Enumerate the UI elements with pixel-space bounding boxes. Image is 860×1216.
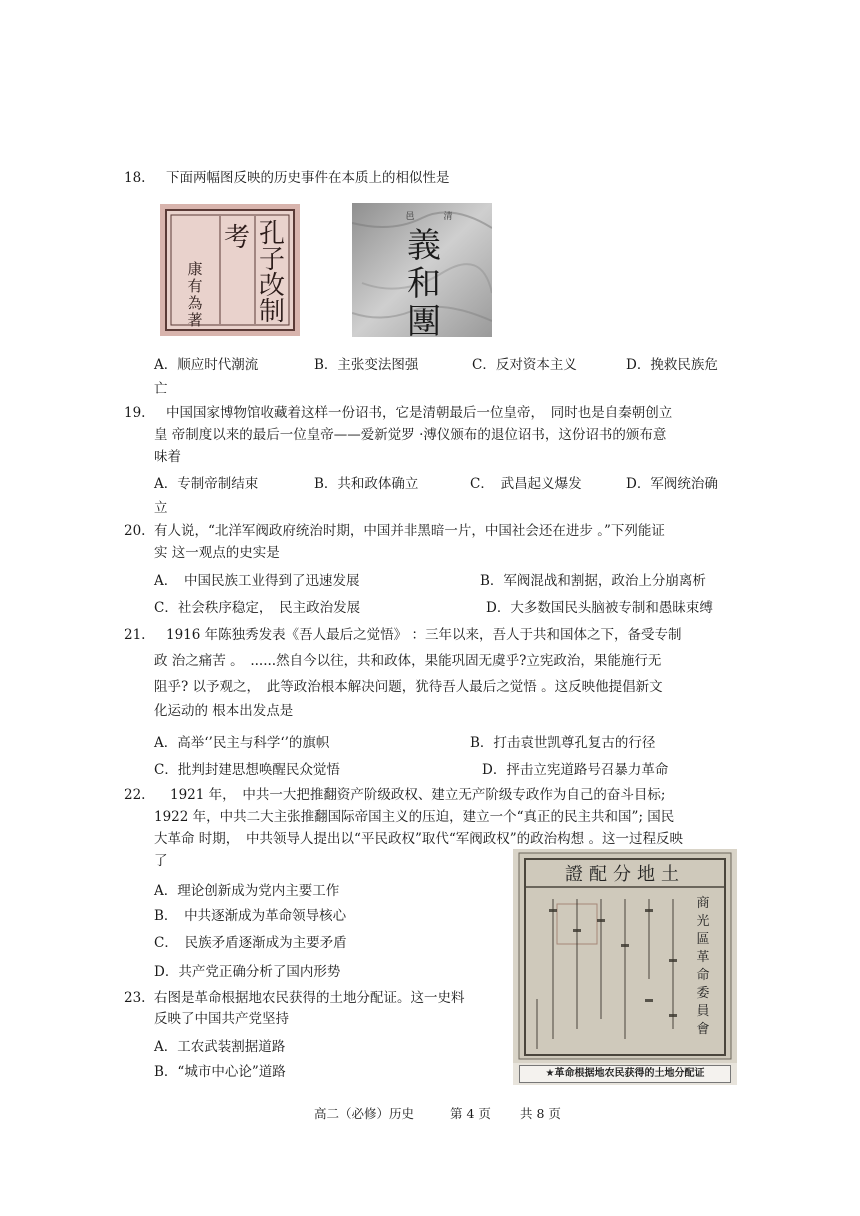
q20-option-c: C．社会秩序稳定， 民主政治发展 [154,600,361,616]
q22-line-2: 1922 年，中共二大主张推翻国际帝国主义的压迫，建立一个“真正的民主共和国”; 国民 [154,809,675,825]
boxer-banner-image [352,203,492,337]
svg-text:邑: 邑 [405,212,415,222]
q21-option-a: A．高举‘’民主与科学‘’的旗帜 [154,735,330,751]
svg-text:為: 為 [187,294,203,312]
svg-text:團: 團 [407,302,441,337]
svg-text:著: 著 [187,311,203,329]
q18-option-a: A．顺应时代潮流 [154,357,259,373]
q22-option-c: C． 民族矛盾逐渐成为主要矛盾 [154,935,347,951]
svg-text:革: 革 [696,950,710,965]
q19-line-3: 味着 [154,449,181,465]
q22-option-d: D．共产党正确分析了国内形势 [154,964,341,980]
footer-total-pages: 共 8 页 [520,1106,561,1121]
q19-option-d: D．军阀统治确 [626,476,718,492]
q18-option-d: D．挽救民族危 [626,357,718,373]
q19-option-b: B．共和政体确立 [314,476,419,492]
footer-grade-subject: 高二（必修）历史 [314,1106,415,1121]
q21-line-3: 阻乎? 以予观之， 此等政治根本解决问题，犹待吾人最后之觉悟 。这反映他提倡新文 [154,679,663,695]
q20-line-1: 有人说，“北洋军阀政府统治时期，中国并非黑暗一片，中国社会还在进步 。”下列能证 [154,523,665,539]
svg-text:會: 會 [696,1022,710,1037]
svg-text:商: 商 [696,896,710,911]
q20-option-d: D．大多数国民头脑被专制和愚昧束缚 [486,600,713,616]
svg-text:清: 清 [443,212,453,222]
q19-line-1: 中国国家博物馆收藏着这样一份诏书，它是清朝最后一位皇帝， 同时也是自秦朝创立 [166,405,673,421]
q21-line-2: 政 治之痛苦 。 ......然自今以往，共和政体，果能巩固无虞乎?立宪政治，果能施行无 [154,653,662,669]
q22-option-b: B． 中共逐渐成为革命领导核心 [154,908,347,924]
svg-text:子: 子 [258,245,286,275]
q20-line-2: 实 这一观点的史实是 [154,545,280,561]
q22-option-a: A．理论创新成为党内主要工作 [154,883,340,899]
q18-number: 18. [124,170,146,186]
q23-option-b: B．“城市中心论”道路 [154,1064,286,1080]
q20-option-a: A． 中国民族工业得到了迅速发展 [154,573,360,589]
q23-line-1: 右图是革命根据地农民获得的土地分配证。这一史料 [154,990,465,1006]
q19-line-2: 皇 帝制度以来的最后一位皇帝——爱新觉罗 ·溥仪颁布的退位诏书，这份诏书的颁布意 [154,427,667,443]
q19-option-c: C． 武昌起义爆发 [470,476,582,492]
svg-text:命: 命 [696,968,710,983]
footer-page-number: 第 4 页 [450,1106,491,1121]
svg-text:區: 區 [696,932,710,947]
q20-number: 20. [124,523,146,539]
q22-line-4: 了 [154,853,168,869]
svg-text:孔: 孔 [258,219,286,249]
q23-number: 23. [124,990,146,1006]
land-certificate-caption: ★革命根据地农民获得的土地分配证 [519,1065,731,1083]
q21-line-4: 化运动的 根本出发点是 [154,703,294,719]
q18-option-d-wrap: 亡 [154,381,168,397]
q21-line-1: 1916 年陈独秀发表《吾人最后之觉悟》 ：三年以来，吾人于共和国体之下，备受专制 [166,627,682,643]
q18-stem: 下面两幅图反映的历史事件在本质上的相似性是 [166,170,450,186]
svg-text:有: 有 [187,277,203,295]
q22-number: 22. [124,787,146,803]
q23-option-a: A．工农武装割据道路 [154,1039,286,1055]
q21-option-b: B．打击袁世凯尊孔复古的行径 [470,735,656,751]
svg-text:義: 義 [407,226,441,266]
q18-option-c: C．反对资本主义 [472,357,577,373]
q19-option-a: A．专制帝制结束 [154,476,259,492]
svg-text:委: 委 [696,986,710,1001]
q20-option-b: B．军阀混战和割据，政治上分崩离析 [480,573,706,589]
svg-text:考: 考 [223,223,251,253]
svg-text:員: 員 [696,1004,710,1019]
svg-text:證配分地土: 證配分地土 [565,864,685,885]
q19-option-d-wrap: 立 [154,500,168,516]
q22-line-3: 大革命 时期， 中共领导人提出以“平民政权”取代“军阀政权”的政治构想 。这一过程反映 [154,831,683,847]
q23-line-2: 反映了中国共产党坚持 [154,1011,289,1027]
q19-number: 19. [124,405,146,421]
svg-text:改: 改 [258,271,286,301]
q21-option-c: C．批判封建思想唤醒民众觉悟 [154,762,340,778]
svg-text:光: 光 [696,914,710,929]
svg-text:和: 和 [407,264,441,304]
kongzi-gaizhi-book-image [160,204,300,336]
q21-number: 21. [124,627,146,643]
q22-line-1: 1921 年， 中共一大把推翻资产阶级政权、建立无产阶级专政作为自己的奋斗目标; [170,787,666,803]
q18-option-b: B．主张变法图强 [314,357,419,373]
q21-option-d: D．抨击立宪道路号召暴力革命 [482,762,669,778]
svg-text:制: 制 [258,297,286,327]
svg-text:康: 康 [187,260,203,278]
land-certificate-image [513,849,737,1085]
